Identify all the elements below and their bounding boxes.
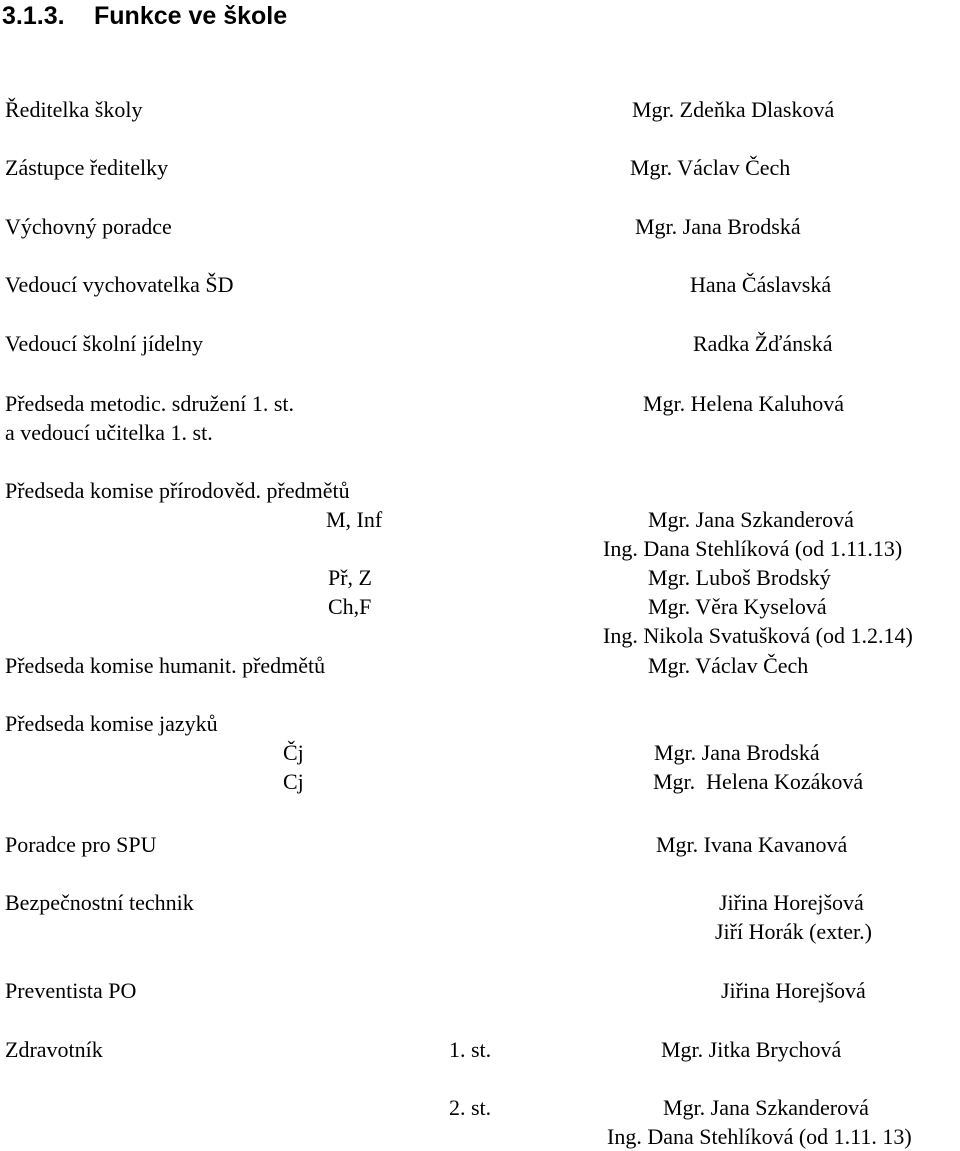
name-cj-2: Mgr. Helena Kozáková	[653, 769, 864, 794]
role-prirodoved: Předseda komise přírodověd. předmětů	[5, 478, 350, 503]
role-humanit: Předseda komise humanit. předmětů	[5, 653, 326, 678]
role-vychovny: Výchovný poradce	[5, 214, 172, 239]
subject-cj-1: Čj	[283, 740, 304, 765]
name-jidelna: Radka Žďánská	[693, 331, 833, 356]
role-metodic-line2: a vedoucí učitelka 1. st.	[5, 420, 213, 445]
role-vychovatelka: Vedoucí vychovatelka ŠD	[5, 272, 234, 297]
subject-pr-z: Př, Z	[328, 565, 372, 590]
level-2st: 2. st.	[449, 1095, 492, 1120]
name-bezpecnost-2: Jiří Horák (exter.)	[715, 919, 872, 944]
subject-cj-2: Cj	[283, 769, 304, 794]
subject-ch-f: Ch,F	[328, 594, 372, 619]
name-spu: Mgr. Ivana Kavanová	[656, 832, 848, 857]
name-zdravotnik-1: Mgr. Jitka Brychová	[661, 1037, 842, 1062]
role-zdravotnik: Zdravotník	[5, 1037, 103, 1062]
role-jazyky: Předseda komise jazyků	[5, 711, 218, 736]
role-bezpecnost: Bezpečnostní technik	[5, 890, 194, 915]
name-reditelka: Mgr. Zdeňka Dlasková	[632, 97, 835, 122]
name-preventista: Jiřina Horejšová	[721, 978, 866, 1003]
name-m-inf-2: Ing. Dana Stehlíková (od 1.11.13)	[603, 536, 903, 561]
subject-m-inf: M, Inf	[326, 507, 383, 532]
name-vychovatelka: Hana Čáslavská	[690, 272, 832, 297]
name-zastupce: Mgr. Václav Čech	[630, 155, 791, 180]
role-spu: Poradce pro SPU	[5, 832, 157, 857]
name-ch-f-2: Ing. Nikola Svatušková (od 1.2.14)	[603, 623, 913, 648]
name-pr-z: Mgr. Luboš Brodský	[648, 565, 831, 590]
name-zdravotnik-2b: Ing. Dana Stehlíková (od 1.11. 13)	[607, 1124, 912, 1149]
role-jidelna: Vedoucí školní jídelny	[5, 331, 203, 356]
name-humanit: Mgr. Václav Čech	[648, 653, 809, 678]
name-ch-f-1: Mgr. Věra Kyselová	[648, 594, 827, 619]
name-vychovny: Mgr. Jana Brodská	[635, 214, 801, 239]
name-cj-1: Mgr. Jana Brodská	[654, 740, 820, 765]
page-title: Funkce ve škole	[94, 2, 288, 30]
name-bezpecnost-1: Jiřina Horejšová	[719, 890, 864, 915]
role-preventista: Preventista PO	[5, 978, 137, 1003]
name-metodic: Mgr. Helena Kaluhová	[643, 391, 844, 416]
section-number: 3.1.3.	[2, 2, 65, 30]
name-m-inf-1: Mgr. Jana Szkanderová	[648, 507, 854, 532]
role-metodic-line1: Předseda metodic. sdružení 1. st.	[5, 391, 294, 416]
role-reditelka: Ředitelka školy	[5, 97, 143, 122]
level-1st: 1. st.	[449, 1037, 492, 1062]
role-zastupce: Zástupce ředitelky	[5, 155, 169, 180]
name-zdravotnik-2a: Mgr. Jana Szkanderová	[663, 1095, 869, 1120]
